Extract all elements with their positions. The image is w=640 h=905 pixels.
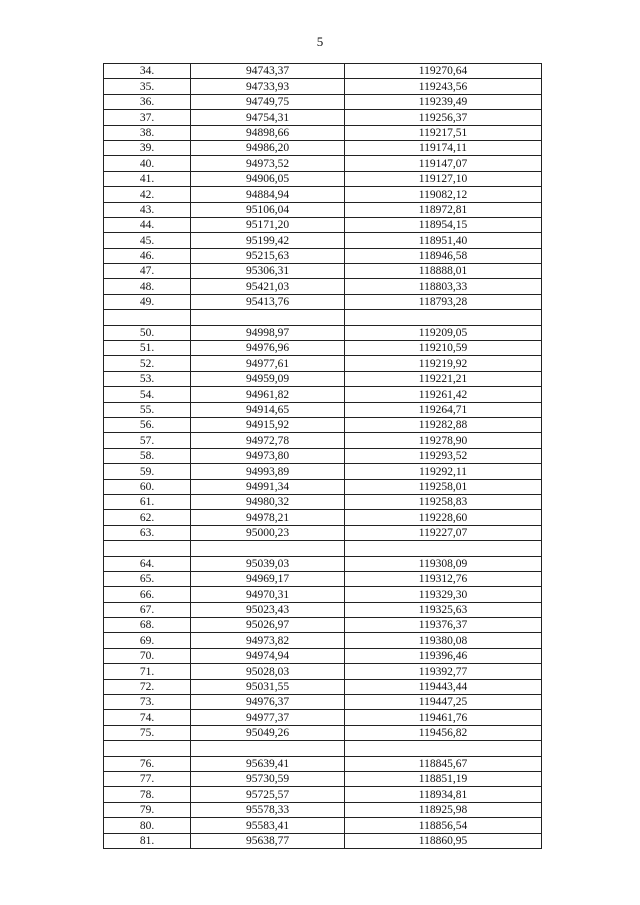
point-number-cell: 47.: [104, 264, 191, 279]
x-coordinate-cell: 94978,21: [191, 510, 345, 525]
point-number-cell: 73.: [104, 695, 191, 710]
x-coordinate-cell: 95421,03: [191, 279, 345, 294]
point-number-cell: 38.: [104, 125, 191, 140]
x-coordinate-cell: 94743,37: [191, 64, 345, 79]
y-coordinate-cell: 119227,07: [345, 525, 542, 540]
table-row: [104, 325, 542, 340]
table-row: [104, 140, 542, 155]
x-coordinate-cell: 95023,43: [191, 602, 345, 617]
point-number-cell: 36.: [104, 94, 191, 109]
x-coordinate-cell: 95039,03: [191, 556, 345, 571]
x-coordinate-cell: 94970,31: [191, 587, 345, 602]
y-coordinate-cell: 119210,59: [345, 341, 542, 356]
table-row: [104, 217, 542, 232]
empty-cell: [104, 541, 191, 556]
table-row: [104, 171, 542, 186]
point-number-cell: 66.: [104, 587, 191, 602]
x-coordinate-cell: 94973,80: [191, 448, 345, 463]
table-row: [104, 525, 542, 540]
point-number-cell: 54.: [104, 387, 191, 402]
y-coordinate-cell: 119243,56: [345, 79, 542, 94]
point-number-cell: 72.: [104, 679, 191, 694]
y-coordinate-cell: 118860,95: [345, 833, 542, 848]
point-number-cell: 60.: [104, 479, 191, 494]
table-row: [104, 571, 542, 586]
y-coordinate-cell: 119308,09: [345, 556, 542, 571]
table-row: [104, 787, 542, 802]
y-coordinate-cell: 119292,11: [345, 464, 542, 479]
table-row: [104, 771, 542, 786]
point-number-cell: 53.: [104, 371, 191, 386]
x-coordinate-cell: 95106,04: [191, 202, 345, 217]
point-number-cell: 79.: [104, 802, 191, 817]
table-row: [104, 679, 542, 694]
x-coordinate-cell: 94915,92: [191, 417, 345, 432]
point-number-cell: 63.: [104, 525, 191, 540]
point-number-cell: 74.: [104, 710, 191, 725]
x-coordinate-cell: 94914,65: [191, 402, 345, 417]
y-coordinate-cell: 119258,01: [345, 479, 542, 494]
y-coordinate-cell: 119376,37: [345, 618, 542, 633]
x-coordinate-cell: 94973,52: [191, 156, 345, 171]
y-coordinate-cell: 118946,58: [345, 248, 542, 263]
x-coordinate-cell: 94972,78: [191, 433, 345, 448]
point-number-cell: 42.: [104, 187, 191, 202]
x-coordinate-cell: 95199,42: [191, 233, 345, 248]
y-coordinate-cell: 119312,76: [345, 571, 542, 586]
table-row: [104, 756, 542, 771]
point-number-cell: 62.: [104, 510, 191, 525]
x-coordinate-cell: 95171,20: [191, 217, 345, 232]
x-coordinate-cell: 94754,31: [191, 110, 345, 125]
point-number-cell: 59.: [104, 464, 191, 479]
y-coordinate-cell: 119209,05: [345, 325, 542, 340]
y-coordinate-cell: 118925,98: [345, 802, 542, 817]
table-row: [104, 79, 542, 94]
x-coordinate-cell: 94906,05: [191, 171, 345, 186]
table-row: [104, 202, 542, 217]
x-coordinate-cell: 94977,37: [191, 710, 345, 725]
table-row: [104, 802, 542, 817]
y-coordinate-cell: 119278,90: [345, 433, 542, 448]
point-number-cell: 45.: [104, 233, 191, 248]
y-coordinate-cell: 118793,28: [345, 294, 542, 309]
y-coordinate-cell: 118845,67: [345, 756, 542, 771]
y-coordinate-cell: 118888,01: [345, 264, 542, 279]
point-number-cell: 49.: [104, 294, 191, 309]
table-row: [104, 633, 542, 648]
point-number-cell: 35.: [104, 79, 191, 94]
x-coordinate-cell: 95413,76: [191, 294, 345, 309]
point-number-cell: 40.: [104, 156, 191, 171]
y-coordinate-cell: 119392,77: [345, 664, 542, 679]
coordinates-table-body: [104, 64, 542, 849]
table-row: [104, 725, 542, 740]
table-row: [104, 664, 542, 679]
empty-cell: [104, 310, 191, 325]
y-coordinate-cell: 119293,52: [345, 448, 542, 463]
y-coordinate-cell: 119147,07: [345, 156, 542, 171]
table-row: [104, 448, 542, 463]
y-coordinate-cell: 119228,60: [345, 510, 542, 525]
point-number-cell: 70.: [104, 648, 191, 663]
x-coordinate-cell: 95638,77: [191, 833, 345, 848]
x-coordinate-cell: 95000,23: [191, 525, 345, 540]
table-row: [104, 264, 542, 279]
table-row: [104, 402, 542, 417]
point-number-cell: 41.: [104, 171, 191, 186]
table-row: [104, 156, 542, 171]
point-number-cell: 56.: [104, 417, 191, 432]
point-number-cell: 52.: [104, 356, 191, 371]
empty-cell: [345, 541, 542, 556]
y-coordinate-cell: 119329,30: [345, 587, 542, 602]
table-row: [104, 356, 542, 371]
x-coordinate-cell: 94976,37: [191, 695, 345, 710]
point-number-cell: 51.: [104, 341, 191, 356]
coordinates-table: [103, 63, 542, 849]
point-number-cell: 39.: [104, 140, 191, 155]
point-number-cell: 75.: [104, 725, 191, 740]
table-row: [104, 187, 542, 202]
table-row: [104, 417, 542, 432]
y-coordinate-cell: 119239,49: [345, 94, 542, 109]
y-coordinate-cell: 119127,10: [345, 171, 542, 186]
y-coordinate-cell: 119217,51: [345, 125, 542, 140]
table-row: [104, 371, 542, 386]
y-coordinate-cell: 118934,81: [345, 787, 542, 802]
table-row: [104, 464, 542, 479]
y-coordinate-cell: 119461,76: [345, 710, 542, 725]
y-coordinate-cell: 118972,81: [345, 202, 542, 217]
separator-row: [104, 541, 542, 556]
empty-cell: [345, 741, 542, 756]
point-number-cell: 80.: [104, 818, 191, 833]
table-row: [104, 602, 542, 617]
x-coordinate-cell: 94980,32: [191, 494, 345, 509]
x-coordinate-cell: 94884,94: [191, 187, 345, 202]
point-number-cell: 44.: [104, 217, 191, 232]
y-coordinate-cell: 119456,82: [345, 725, 542, 740]
table-row: [104, 64, 542, 79]
y-coordinate-cell: 119282,88: [345, 417, 542, 432]
x-coordinate-cell: 94974,94: [191, 648, 345, 663]
y-coordinate-cell: 118954,15: [345, 217, 542, 232]
table-row: [104, 510, 542, 525]
y-coordinate-cell: 118856,54: [345, 818, 542, 833]
y-coordinate-cell: 118803,33: [345, 279, 542, 294]
page-number: 5: [316, 34, 324, 49]
x-coordinate-cell: 95583,41: [191, 818, 345, 833]
point-number-cell: 67.: [104, 602, 191, 617]
y-coordinate-cell: 118951,40: [345, 233, 542, 248]
x-coordinate-cell: 94973,82: [191, 633, 345, 648]
empty-cell: [191, 310, 345, 325]
table-row: [104, 618, 542, 633]
table-row: [104, 387, 542, 402]
point-number-cell: 48.: [104, 279, 191, 294]
x-coordinate-cell: 95026,97: [191, 618, 345, 633]
y-coordinate-cell: 119256,37: [345, 110, 542, 125]
table-row: [104, 710, 542, 725]
point-number-cell: 61.: [104, 494, 191, 509]
x-coordinate-cell: 94959,09: [191, 371, 345, 386]
table-row: [104, 110, 542, 125]
empty-cell: [191, 741, 345, 756]
x-coordinate-cell: 95578,33: [191, 802, 345, 817]
table-row: [104, 479, 542, 494]
point-number-cell: 37.: [104, 110, 191, 125]
y-coordinate-cell: 119447,25: [345, 695, 542, 710]
table-row: [104, 125, 542, 140]
x-coordinate-cell: 94961,82: [191, 387, 345, 402]
y-coordinate-cell: 119443,44: [345, 679, 542, 694]
x-coordinate-cell: 95049,26: [191, 725, 345, 740]
table-row: [104, 94, 542, 109]
x-coordinate-cell: 95730,59: [191, 771, 345, 786]
point-number-cell: 81.: [104, 833, 191, 848]
x-coordinate-cell: 95725,57: [191, 787, 345, 802]
x-coordinate-cell: 94991,34: [191, 479, 345, 494]
empty-cell: [345, 310, 542, 325]
y-coordinate-cell: 119270,64: [345, 64, 542, 79]
x-coordinate-cell: 95306,31: [191, 264, 345, 279]
empty-cell: [104, 741, 191, 756]
table-row: [104, 433, 542, 448]
table-row: [104, 233, 542, 248]
x-coordinate-cell: 94986,20: [191, 140, 345, 155]
y-coordinate-cell: 119396,46: [345, 648, 542, 663]
table-row: [104, 248, 542, 263]
y-coordinate-cell: 119219,92: [345, 356, 542, 371]
y-coordinate-cell: 119325,63: [345, 602, 542, 617]
point-number-cell: 71.: [104, 664, 191, 679]
table-row: [104, 818, 542, 833]
table-row: [104, 279, 542, 294]
point-number-cell: 43.: [104, 202, 191, 217]
x-coordinate-cell: 95028,03: [191, 664, 345, 679]
x-coordinate-cell: 94998,97: [191, 325, 345, 340]
y-coordinate-cell: 119258,83: [345, 494, 542, 509]
x-coordinate-cell: 95215,63: [191, 248, 345, 263]
table-row: [104, 556, 542, 571]
table-row: [104, 341, 542, 356]
y-coordinate-cell: 119221,21: [345, 371, 542, 386]
x-coordinate-cell: 95639,41: [191, 756, 345, 771]
table-row: [104, 494, 542, 509]
point-number-cell: 57.: [104, 433, 191, 448]
x-coordinate-cell: 94993,89: [191, 464, 345, 479]
point-number-cell: 46.: [104, 248, 191, 263]
point-number-cell: 50.: [104, 325, 191, 340]
point-number-cell: 69.: [104, 633, 191, 648]
table-row: [104, 648, 542, 663]
y-coordinate-cell: 119174,11: [345, 140, 542, 155]
point-number-cell: 68.: [104, 618, 191, 633]
y-coordinate-cell: 119264,71: [345, 402, 542, 417]
y-coordinate-cell: 119082,12: [345, 187, 542, 202]
y-coordinate-cell: 119261,42: [345, 387, 542, 402]
x-coordinate-cell: 94969,17: [191, 571, 345, 586]
table-row: [104, 695, 542, 710]
table-row: [104, 294, 542, 309]
x-coordinate-cell: 95031,55: [191, 679, 345, 694]
empty-cell: [191, 541, 345, 556]
point-number-cell: 64.: [104, 556, 191, 571]
y-coordinate-cell: 119380,08: [345, 633, 542, 648]
x-coordinate-cell: 94898,66: [191, 125, 345, 140]
x-coordinate-cell: 94976,96: [191, 341, 345, 356]
table-row: [104, 587, 542, 602]
point-number-cell: 76.: [104, 756, 191, 771]
table-row: [104, 833, 542, 848]
point-number-cell: 78.: [104, 787, 191, 802]
x-coordinate-cell: 94733,93: [191, 79, 345, 94]
point-number-cell: 77.: [104, 771, 191, 786]
separator-row: [104, 310, 542, 325]
point-number-cell: 58.: [104, 448, 191, 463]
point-number-cell: 55.: [104, 402, 191, 417]
x-coordinate-cell: 94977,61: [191, 356, 345, 371]
separator-row: [104, 741, 542, 756]
y-coordinate-cell: 118851,19: [345, 771, 542, 786]
x-coordinate-cell: 94749,75: [191, 94, 345, 109]
point-number-cell: 34.: [104, 64, 191, 79]
point-number-cell: 65.: [104, 571, 191, 586]
